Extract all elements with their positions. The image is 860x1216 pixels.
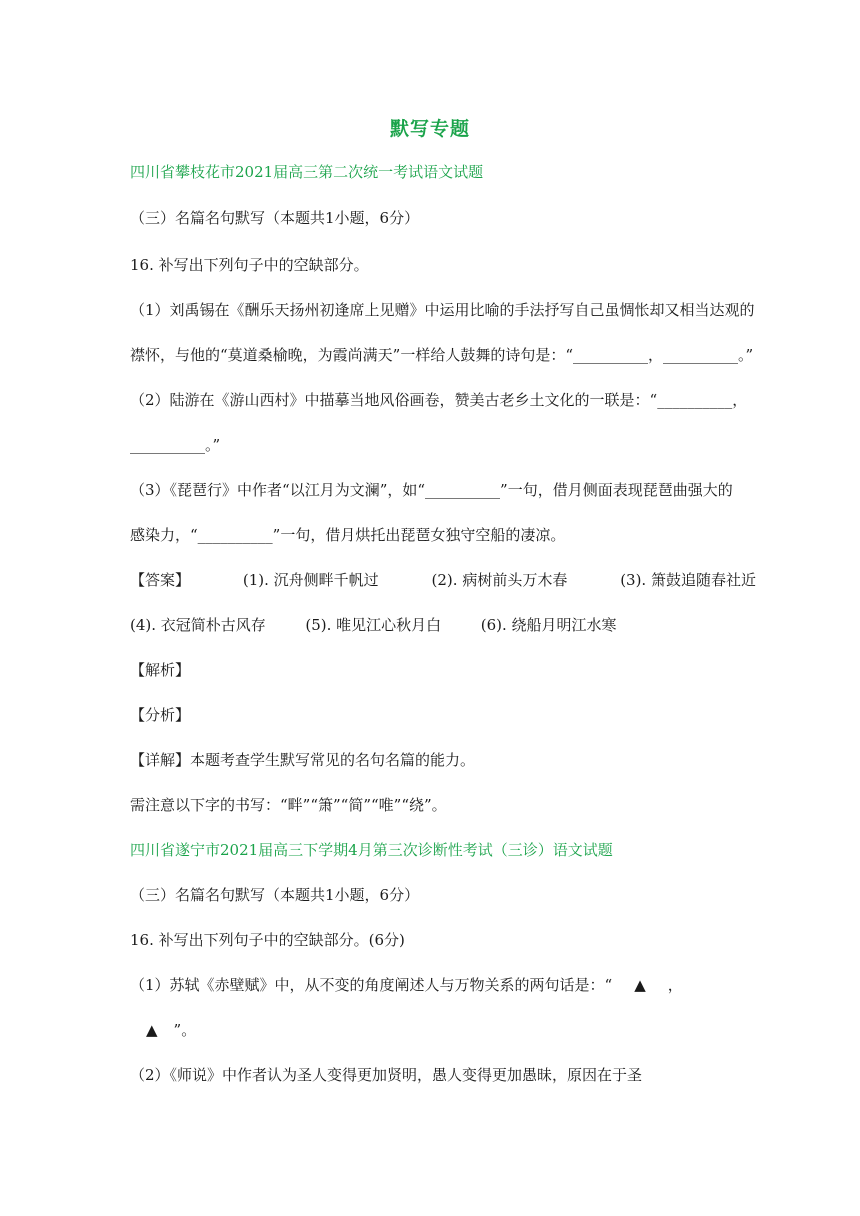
section-heading-1: （三）名篇名句默写（本题共1小题，6分） — [130, 209, 420, 227]
q3-line-1: （3）《琵琶行》中作者“以江月为文澜”，如“__________”一句，借月侧面表现琵琶曲强大的 — [130, 481, 733, 499]
question-16-stem-2: 16. 补写出下列句子中的空缺部分。(6分) — [130, 931, 405, 949]
answer-item: (2). 病树前头万木春 — [431, 571, 568, 589]
q1-line-1: （1）刘禹锡在《酬乐天扬州初逢席上见赠》中运用比喻的手法抒写自己虽惆怅却又相当达观的 — [130, 301, 755, 319]
s2-q2-line-1: （2）《师说》中作者认为圣人变得更加贤明，愚人变得更加愚昧，原因在于圣 — [130, 1066, 643, 1084]
detail-text: 【详解】本题考查学生默写常见的名句名篇的能力。 — [130, 751, 476, 769]
answer-item: (6). 绕船月明江水寒 — [480, 616, 617, 634]
fenxi-label: 【分析】 — [130, 706, 191, 724]
q3-line-2: 感染力，“__________”一句，借月烘托出琵琶女独守空船的凄凉。 — [130, 526, 566, 544]
question-16-stem-1: 16. 补写出下列句子中的空缺部分。 — [130, 256, 369, 274]
s2-q1-line-1 — [130, 975, 683, 995]
section-heading-2: （三）名篇名句默写（本题共1小题，6分） — [130, 886, 420, 904]
source-title-1: 四川省攀枝花市2021届高三第二次统一考试语文试题 — [130, 163, 484, 181]
answer-label: 【答案】 — [130, 571, 191, 589]
answer-row-1 — [130, 570, 756, 590]
triangle-icon: ▲ — [146, 1021, 158, 1039]
comma: ， — [667, 976, 683, 994]
source-title-2: 四川省遂宁市2021届高三下学期4月第三次诊断性考试（三诊）语文试题 — [130, 841, 613, 859]
analysis-label: 【解析】 — [130, 661, 191, 679]
q2-line-1: （2）陆游在《游山西村》中描摹当地风俗画卷，赞美古老乡土文化的一联是：“__________， — [130, 391, 748, 409]
triangle-icon: ▲ — [634, 976, 646, 994]
answer-row-2 — [130, 615, 617, 635]
q1-line-2: 襟怀，与他的“莫道桑榆晚，为霞尚满天”一样给人鼓舞的诗句是：“__________，__________。” — [130, 346, 754, 364]
s2-q1-text: （1）苏轼《赤壁赋》中，从不变的角度阐述人与万物关系的两句话是：“ — [130, 976, 613, 994]
q2-line-2: __________。” — [130, 436, 221, 454]
answer-item: (3). 箫鼓追随春社近 — [620, 571, 756, 589]
s2-q1-line-2 — [130, 1020, 196, 1040]
answer-item: (5). 唯见江心秋月白 — [305, 616, 442, 634]
answer-item: (4). 衣冠简朴古风存 — [130, 616, 266, 634]
answer-item: (1). 沉舟侧畔千帆过 — [242, 571, 379, 589]
page-title: 默写专题 — [389, 118, 470, 140]
closing-quote: ”。 — [173, 1021, 197, 1039]
note-text: 需注意以下字的书写：“畔”“箫”“简”“唯”“绕”。 — [130, 796, 447, 814]
